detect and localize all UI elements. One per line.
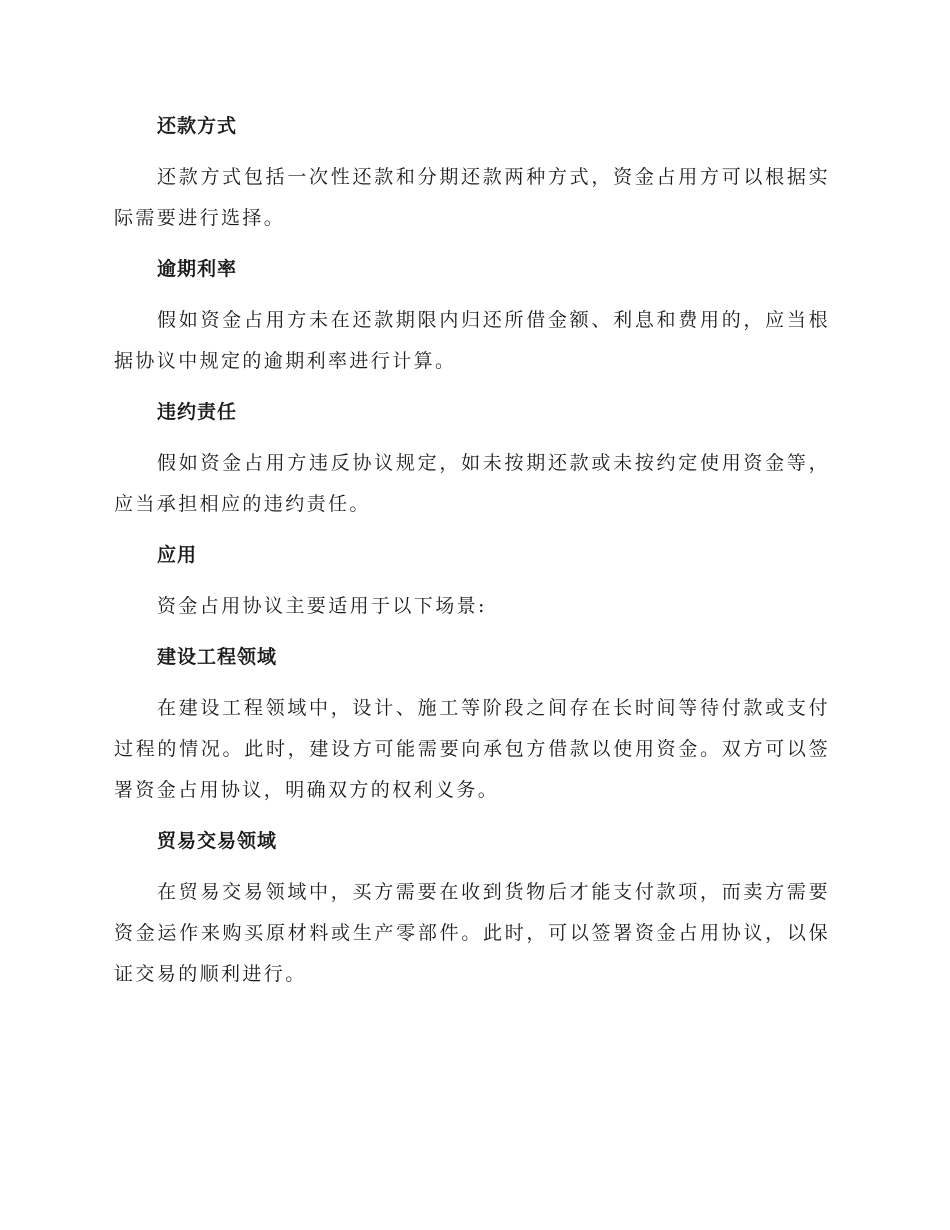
- document-page: [114, 104, 830, 995]
- section-paragraph-trade: 在贸易交易领域中，买方需要在收到货物后才能支付款项，而卖方需要资金运作来购买原材料或生产零部件。此时，可以签署资金占用协议，以保证交易的顺利进行。: [114, 881, 830, 985]
- section-paragraph-construction: 在建设工程领域中，设计、施工等阶段之间存在长时间等待付款或支付过程的情况。此时，建设方可能需要向承包方借款以使用资金。双方可以签署资金占用协议，明确双方的权利义务。: [114, 697, 830, 801]
- section-heading-overdue-rate: 逾期利率: [157, 258, 238, 280]
- section-paragraph-breach-liability: 假如资金占用方违反协议规定，如未按期还款或未按约定使用资金等，应当承担相应的违约责任。: [114, 452, 830, 515]
- section-paragraph-application: 资金占用协议主要适用于以下场景:: [157, 595, 487, 617]
- section-heading-construction: 建设工程领域: [157, 646, 278, 668]
- section-heading-application: 应用: [157, 544, 198, 566]
- section-heading-trade: 贸易交易领域: [157, 830, 278, 852]
- section-heading-breach-liability: 违约责任: [157, 401, 238, 423]
- section-paragraph-repayment-method: 还款方式包括一次性还款和分期还款两种方式，资金占用方可以根据实际需要进行选择。: [114, 166, 830, 229]
- section-heading-repayment-method: 还款方式: [157, 115, 238, 137]
- section-paragraph-overdue-rate: 假如资金占用方未在还款期限内归还所借金额、利息和费用的，应当根据协议中规定的逾期利率进行计算。: [114, 309, 830, 372]
